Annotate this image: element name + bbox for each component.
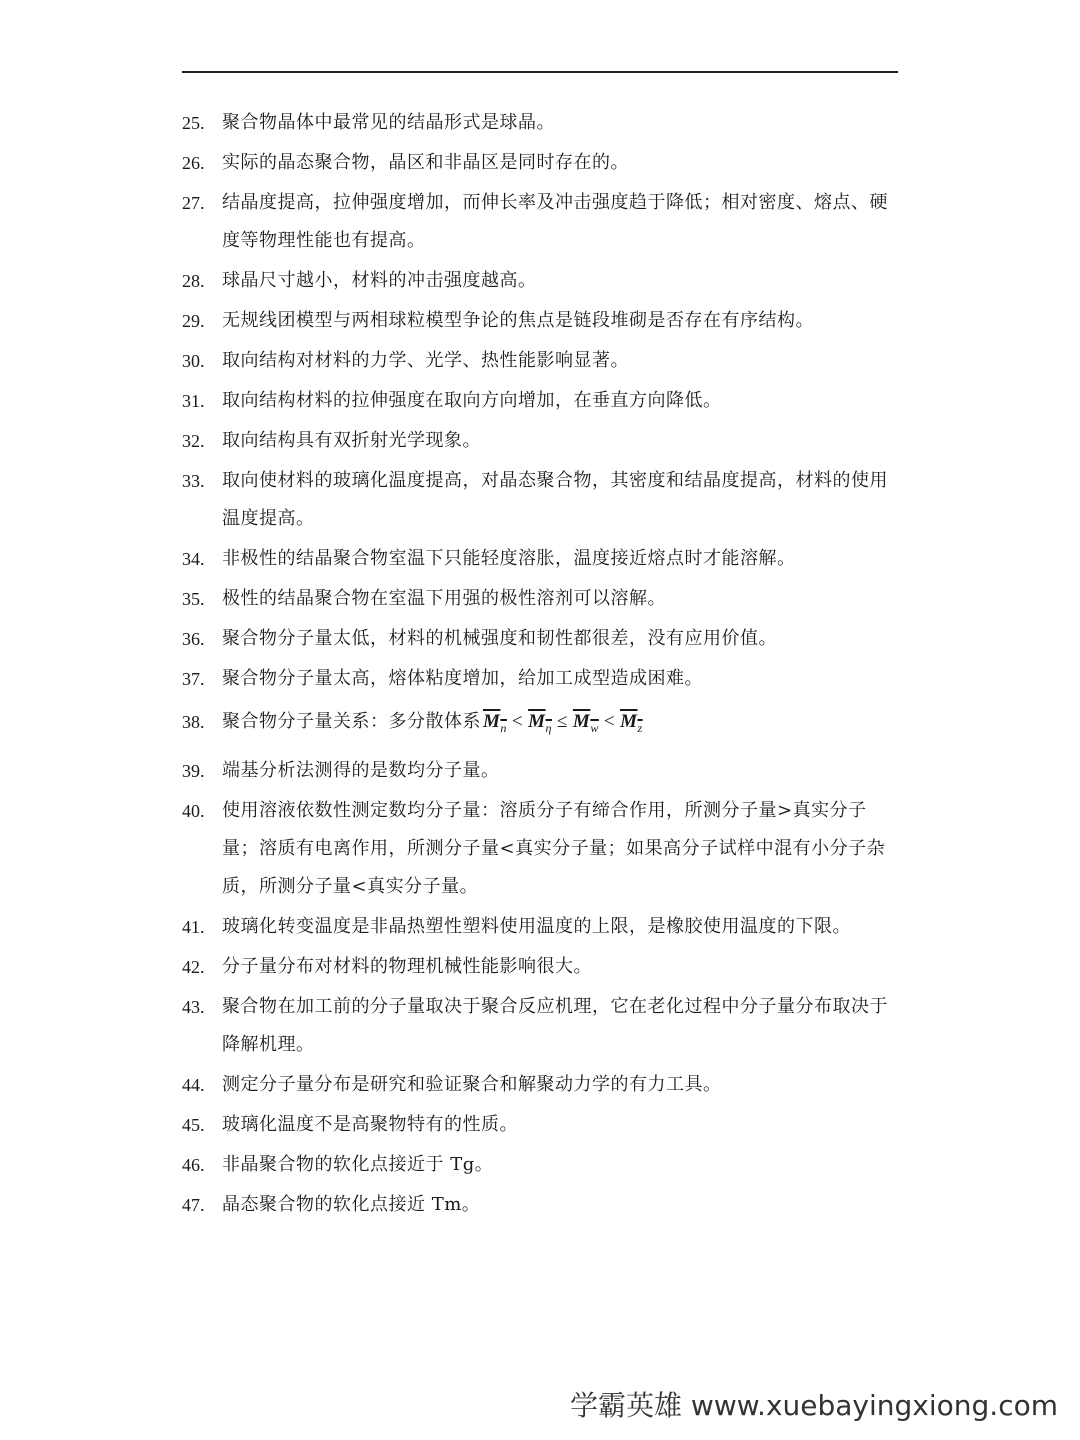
list-item (182, 1146, 898, 1184)
list-item (182, 540, 898, 578)
list-item (182, 382, 898, 420)
list-item (182, 660, 898, 698)
list-item-formula (182, 700, 898, 750)
list-item (182, 184, 898, 260)
item-text: 取向结构具有双折射光学现象。 (222, 430, 481, 451)
item-text: 玻璃化温度不是高聚物特有的性质。 (222, 1113, 518, 1135)
item-text: 玻璃化转变温度是非晶热塑性塑料使用温度的上限，是橡胶使用温度的下限。 (222, 915, 851, 937)
list-item (182, 1066, 898, 1104)
molecular-weight-formula (483, 711, 643, 735)
item-number: 26. (182, 153, 205, 173)
item-number: 37. (182, 669, 205, 689)
item-number: 35. (182, 589, 205, 609)
mn-symbol: $M_n$ (483, 711, 507, 735)
top-rule (182, 71, 898, 73)
item-text (222, 700, 898, 750)
formula-lead-text: 聚合物分子量关系：多分散体系 (222, 711, 481, 732)
list-item (182, 422, 898, 460)
item-number: 40. (182, 800, 205, 821)
item-number: 41. (182, 916, 205, 937)
mz-symbol: $M_z$ (620, 711, 643, 735)
item-text: 取向结构材料的拉伸强度在取向方向增加，在垂直方向降低。 (222, 390, 722, 411)
list-item (182, 752, 898, 790)
list-item (182, 342, 898, 380)
item-number: 31. (182, 391, 205, 411)
item-text: 实际的晶态聚合物，晶区和非晶区是同时存在的。 (222, 152, 629, 173)
item-text: 极性的结晶聚合物在室温下用强的极性溶剂可以溶解。 (222, 588, 666, 609)
item-text: 聚合物晶体中最常见的结晶形式是球晶。 (222, 112, 555, 133)
item-number: 46. (182, 1154, 205, 1175)
less-equal-symbol: ≤ (556, 711, 568, 732)
item-number: 36. (182, 629, 205, 649)
list-item (182, 948, 898, 986)
item-number: 27. (182, 193, 205, 213)
list-item (182, 104, 898, 142)
list-item (182, 792, 898, 906)
item-number: 29. (182, 311, 205, 331)
item-text: 取向结构对材料的力学、光学、热性能影响显著。 (222, 350, 629, 371)
item-text: 非晶聚合物的软化点接近于 Tg。 (222, 1153, 494, 1175)
list-item (182, 908, 898, 946)
item-text: 分子量分布对材料的物理机械性能影响很大。 (222, 955, 592, 977)
item-number: 38. (182, 712, 205, 732)
item-number: 28. (182, 271, 205, 291)
list-item (182, 1186, 898, 1224)
item-text: 测定分子量分布是研究和验证聚合和解聚动力学的有力工具。 (222, 1073, 722, 1095)
item-number: 32. (182, 431, 205, 451)
list-item (182, 620, 898, 658)
list-item (182, 988, 898, 1064)
item-text: 晶态聚合物的软化点接近 Tm。 (222, 1193, 481, 1215)
item-number: 39. (182, 760, 205, 781)
item-number: 30. (182, 351, 205, 371)
less-than-symbol: < (511, 711, 524, 732)
item-text: 端基分析法测得的是数均分子量。 (222, 759, 500, 781)
less-than-symbol: < (603, 711, 616, 732)
meta-symbol: $M_\eta$ (528, 711, 552, 735)
item-text: 无规线团模型与两相球粒模型争论的焦点是链段堆砌是否存在有序结构。 (222, 310, 814, 331)
item-number: 45. (182, 1114, 205, 1135)
site-watermark: 学霸英雄 www.xuebayingxiong.com (570, 1389, 1058, 1422)
list-item (182, 262, 898, 300)
list-item (182, 1106, 898, 1144)
item-text: 非极性的结晶聚合物室温下只能轻度溶胀，温度接近熔点时才能溶解。 (222, 548, 796, 569)
item-text: 结晶度提高，拉伸强度增加，而伸长率及冲击强度趋于降低；相对密度、熔点、硬度等物理性能也有提高。 (222, 192, 888, 251)
item-number: 34. (182, 549, 205, 569)
item-number: 47. (182, 1194, 205, 1215)
item-number: 42. (182, 956, 205, 977)
statement-list (182, 104, 898, 1226)
item-text: 聚合物分子量太低，材料的机械强度和韧性都很差，没有应用价值。 (222, 628, 777, 649)
item-number: 33. (182, 471, 205, 491)
list-item (182, 462, 898, 538)
list-item (182, 144, 898, 182)
item-text: 聚合物分子量太高，熔体粘度增加，给加工成型造成困难。 (222, 668, 703, 689)
mw-symbol: $M_w$ (572, 711, 599, 735)
item-text: 球晶尺寸越小，材料的冲击强度越高。 (222, 270, 537, 291)
item-text: 聚合物在加工前的分子量取决于聚合反应机理，它在老化过程中分子量分布取决于降解机理。 (222, 995, 888, 1055)
item-number: 44. (182, 1074, 205, 1095)
list-item (182, 302, 898, 340)
item-number: 25. (182, 113, 205, 133)
item-number: 43. (182, 996, 205, 1017)
item-text: 取向使材料的玻璃化温度提高，对晶态聚合物，其密度和结晶度提高，材料的使用温度提高。 (222, 470, 888, 529)
item-text: 使用溶液依数性测定数均分子量：溶质分子有缔合作用，所测分子量>真实分子量；溶质有电离作用，所测分子量<真实分子量；如果高分子试样中混有小分子杂质，所测分子量<真实分子量。 (222, 799, 886, 897)
list-item (182, 580, 898, 618)
